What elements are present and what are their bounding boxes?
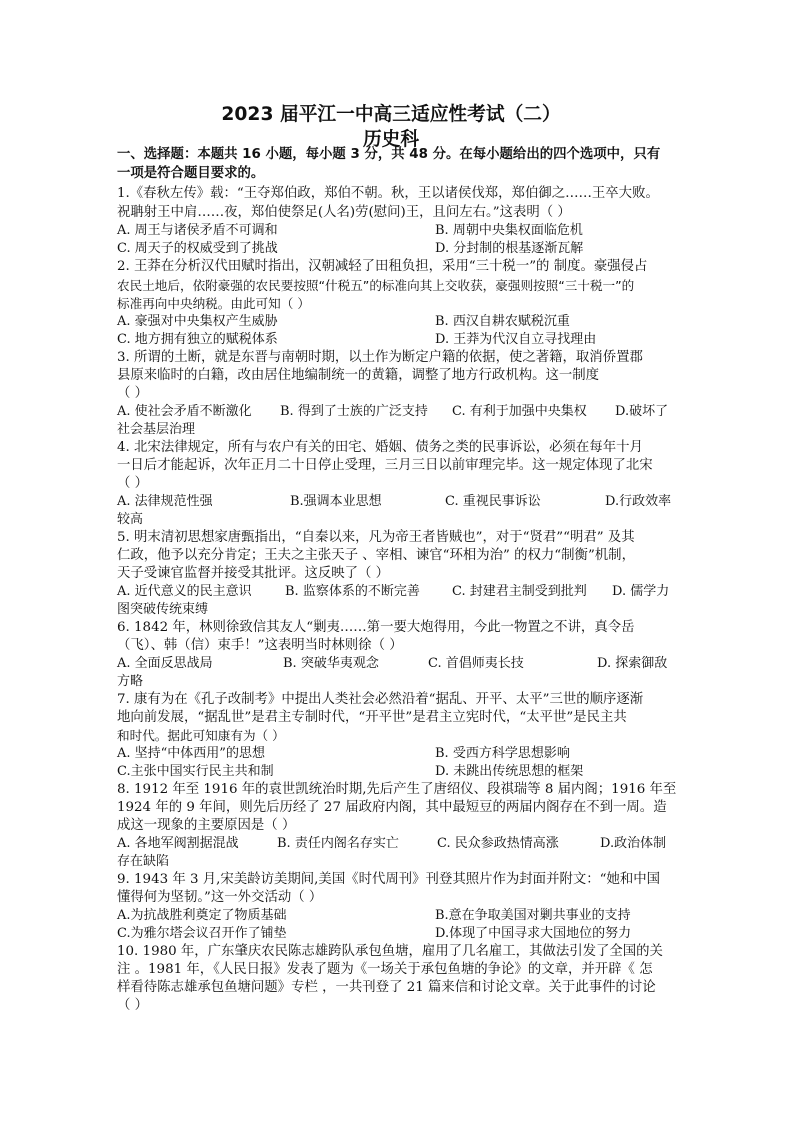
q2-stem: 标准再向中央纳税。由此可知（ ） [117, 296, 310, 311]
q8-option-c: C. 民众参政热情高涨 [437, 836, 559, 851]
q6-stem: （飞）、韩（信）束手！”这表明当时林则徐（ ） [117, 638, 403, 653]
q2-option-b: B. 西汉自耕农赋税沉重 [435, 314, 570, 329]
q3-stem: 3. 所谓的土断，就是东晋与南朝时期，以土作为断定户籍的依据，使之著籍，取消侨置郡 [117, 350, 643, 365]
q4-option-a: A. 法律规范性强 [117, 494, 213, 509]
q10-stem: 样看待陈志雄承包鱼塘问题》专栏 ，一共刊登了 21 篇来信和讨论文章。关于此事件的讨论 [117, 980, 656, 995]
q1-stem: 祝聃射王中肩……夜，郑伯使祭足(人名)劳(慰问)王，且问左右。”这表明（ ） [117, 205, 571, 220]
q9-stem: 9. 1943 年 3 月,宋美龄访美期间,美国《时代周刊》刊登其照片作为封面并附文：“她和中国 [117, 872, 661, 887]
section-header: 一、选择题：本题共 16 小题，每小题 3 分，共 48 分。在每小题给出的四个选项中，只有 [117, 147, 661, 162]
q10-stem: 10. 1980 年，广东肇庆农民陈志雄跨队承包鱼塘，雇用了几名雇工，其做法引发了全国的关 [117, 944, 663, 959]
q6-option-d-wrap: 方略 [117, 674, 144, 689]
q6-option-c: C. 首倡师夷长技 [428, 656, 524, 671]
section-header-cont: 一项是符合题目要求的。 [117, 166, 265, 181]
q2-option-a: A. 豪强对中央集权产生威胁 [117, 314, 278, 329]
q6-option-d: D. 探索御敌 [597, 656, 668, 671]
q6-option-b: B. 突破华夷观念 [283, 656, 379, 671]
q7-stem: 和时代。据此可知康有为（ ） [117, 728, 285, 743]
q8-option-d: D.政治体制 [600, 836, 667, 851]
q4-option-d-wrap: 较高 [117, 512, 144, 527]
q8-option-a: A. 各地军阀割据混战 [117, 836, 239, 851]
q7-option-d: D. 未跳出传统思想的框架 [435, 764, 584, 779]
q1-option-a: A. 周王与诸侯矛盾不可调和 [117, 223, 278, 238]
q2-stem: 农民土地后，依附豪强的农民要按照“什税五”的标准向其上交收获，豪强则按照“三十税一”的 [117, 278, 635, 293]
q5-stem: 天子受谏官监督并接受其批评。这反映了（ ） [117, 566, 390, 581]
q9-option-d: D.体现了中国寻求大国地位的努力 [435, 926, 632, 941]
q4-option-b: B.强调本业思想 [290, 494, 382, 509]
q6-option-a: A. 全面反思战局 [117, 656, 213, 671]
q3-stem: 县原来临时的白籍，改由居住地编制统一的黄籍，调整了地方行政机构。这一制度 [117, 368, 600, 383]
q3-option-c: C. 有利于加强中央集权 [452, 404, 587, 419]
q3-option-d: D.破坏了 [615, 404, 669, 419]
q9-option-c: C.为雅尔塔会议召开作了铺垫 [117, 926, 287, 941]
q7-stem: 7. 康有为在《孔子改制考》中提出人类社会必然沿着“据乱、开平、太平”三世的顺序逐渐 [117, 692, 644, 707]
q9-option-b: B.意在争取美国对剿共事业的支持 [435, 908, 631, 923]
q8-option-b: B. 责任内阁名存实亡 [277, 836, 399, 851]
q7-option-b: B. 受西方科学思想影响 [435, 746, 570, 761]
q1-option-d: D. 分封制的根基逐渐瓦解 [435, 241, 584, 256]
q1-option-c: C. 周天子的权威受到了挑战 [117, 241, 278, 256]
q8-stem: 8. 1912 年至 1916 年的袁世凯统治时期,先后产生了唐绍仪、段祺瑞等 8 届内阁；1916 年至 [117, 782, 677, 797]
q9-option-a: A.为抗战胜利奠定了物质基础 [117, 908, 287, 923]
q10-stem: 注 。1981 年，《人民日报》发表了题为《一场关于承包鱼塘的争论》的文章，并开辟《 怎 [117, 962, 653, 977]
q9-stem: 懂得何为坚韧。”这一外交活动（ ） [117, 890, 323, 905]
q5-option-b: B. 监察体系的不断完善 [285, 584, 420, 599]
q2-stem: 2. 王莽在分析汉代田赋时指出，汉朝减轻了田租负担，采用“三十税一”的 制度。豪强侵占 [117, 259, 648, 274]
q5-option-d-wrap: 图突破传统束缚 [117, 602, 209, 617]
q8-stem: 1924 年的 9 年间，则先后历经了 27 届政府内阁，其中最短豆的两届内阁存在不到一周。造 [117, 800, 667, 815]
q1-option-b: B. 周朝中央集权面临危机 [435, 223, 583, 238]
exam-title: 2023 届平江一中高三适应性考试（二） [221, 103, 561, 125]
q8-stem: 成这一现象的主要原因是（ ） [117, 818, 296, 833]
q4-stem: （ ） [117, 476, 149, 491]
q5-option-d: D. 儒学力 [612, 584, 670, 599]
q5-option-a: A. 近代意义的民主意识 [117, 584, 252, 599]
q7-stem: 地向前发展，“据乱世”是君主专制时代，“开平世”是君主立宪时代，“太平世”是民主共 [117, 710, 627, 725]
q3-option-d-wrap: 社会基层治理 [117, 422, 196, 437]
q7-option-c: C.主张中国实行民主共和制 [117, 764, 274, 779]
q8-option-d-wrap: 存在缺陷 [117, 854, 170, 869]
q5-stem: 仁政，他予以充分肯定；王夫之主张天子 、宰相、谏官“环相为治” 的权力“制衡”机制， [117, 548, 635, 563]
q6-stem: 6. 1842 年，林则徐致信其友人“剿夷……第一要大炮得用，今此一物置之不讲，真令岳 [117, 620, 635, 635]
q5-stem: 5. 明末清初思想家唐甄指出，“自秦以来，凡为帝王者皆贼也”，对于“贤君”“明君” 及其 [117, 530, 635, 545]
q4-option-c: C. 重视民事诉讼 [445, 494, 541, 509]
q7-option-a: A. 坚持“中体西用”的思想 [117, 746, 265, 761]
q4-stem: 一日后才能起诉，次年正月二十日停止受理，三月三日以前审理完毕。这一规定体现了北宋 [117, 458, 653, 473]
q4-stem: 4. 北宋法律规定，所有与农户有关的田宅、婚姻、债务之类的民事诉讼，必须在每年十月 [117, 440, 643, 455]
q3-option-b: B. 得到了士族的广泛支持 [280, 404, 428, 419]
q3-stem: （ ） [117, 386, 149, 401]
q1-stem: 1.《春秋左传》载：“王夺郑伯政，郑伯不朝。秋，王以诸侯伐郑，郑伯御之……王卒大败。 [117, 186, 659, 201]
q3-option-a: A. 使社会矛盾不断激化 [117, 404, 252, 419]
subject-title: 历史科 [362, 128, 420, 150]
q2-option-d: D. 王莽为代汉自立寻找理由 [435, 332, 597, 347]
q4-option-d: D.行政效率 [605, 494, 672, 509]
q10-stem: （ ） [117, 998, 149, 1013]
q2-option-c: C. 地方拥有独立的赋税体系 [117, 332, 278, 347]
q5-option-c: C. 封建君主制受到批判 [452, 584, 587, 599]
